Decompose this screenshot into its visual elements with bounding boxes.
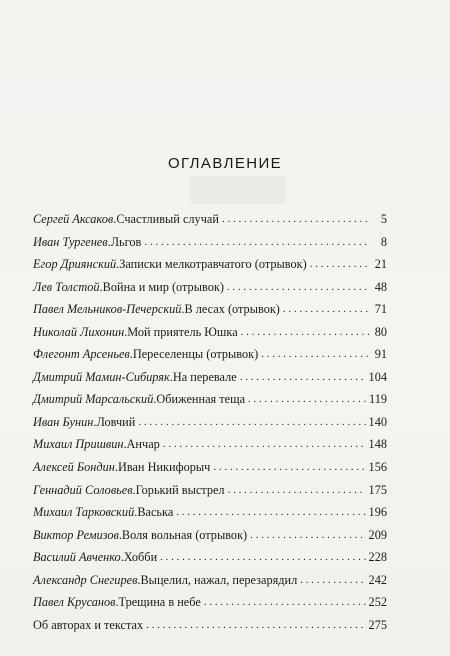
dot-leader (160, 549, 365, 565)
toc-author: Флегонт Арсеньев (33, 347, 130, 362)
toc-separator: . (93, 414, 97, 429)
toc-entry (33, 301, 387, 324)
toc-page-number: 209 (368, 527, 387, 542)
toc-work-title: Горький выстрел (135, 482, 225, 497)
toc-separator: . (118, 527, 122, 542)
toc-author: Егор Дриянский (33, 257, 117, 272)
toc-separator: . (114, 460, 118, 475)
toc-separator: . (113, 212, 117, 226)
toc-page-number: 252 (368, 595, 387, 610)
toc-page-number: 242 (368, 572, 387, 587)
table-of-contents (33, 211, 387, 639)
toc-author: Павел Мельников-Печерский (33, 302, 182, 317)
toc-entry (33, 414, 387, 437)
toc-author: Михаил Тарковский (33, 505, 135, 520)
dot-leader (261, 346, 370, 362)
toc-entry (33, 617, 387, 640)
toc-work-title: На перевале (172, 369, 237, 384)
toc-author: Иван Тургенев (33, 234, 108, 249)
dot-leader (227, 279, 370, 295)
toc-page-number: 91 (374, 347, 387, 362)
toc-work-title: Иван Никифорыч (117, 460, 211, 475)
dot-leader (144, 234, 370, 250)
toc-entry (33, 324, 387, 347)
toc-separator: . (132, 482, 136, 497)
toc-entry (33, 369, 387, 392)
toc-page-number: 80 (374, 324, 387, 339)
toc-page-number: 175 (368, 482, 387, 497)
toc-author: Дмитрий Марсальский (33, 392, 154, 407)
toc-work-title: В лесах (отрывок) (184, 302, 280, 317)
toc-author: Лев Толстой (33, 279, 100, 294)
toc-page-number: 140 (368, 414, 387, 429)
toc-work-title: Война и мир (отрывок) (102, 279, 224, 294)
dot-leader (283, 301, 370, 317)
toc-separator: . (153, 392, 157, 407)
toc-page-number: 5 (380, 212, 387, 226)
toc-entry (33, 572, 387, 595)
toc-page-number: 228 (368, 550, 387, 565)
dot-leader (228, 482, 366, 498)
toc-work-title: Счастливый случай (116, 212, 219, 226)
toc-separator: . (169, 369, 173, 384)
toc-work-title: Ловчий (96, 414, 136, 429)
toc-entry (33, 256, 387, 279)
toc-entry (33, 391, 387, 414)
toc-separator: . (134, 505, 138, 520)
toc-entry (33, 436, 387, 459)
toc-separator: . (120, 550, 124, 565)
dot-leader (138, 414, 365, 430)
dot-leader (176, 504, 365, 520)
dot-leader (146, 617, 365, 633)
toc-page-number: 156 (368, 460, 387, 475)
toc-page-number: 48 (374, 279, 387, 294)
toc-author: Геннадий Соловьев (33, 482, 133, 497)
toc-page-number: 148 (368, 437, 387, 452)
toc-entry (33, 211, 387, 234)
dot-leader (248, 391, 366, 407)
toc-author: Николай Лихонин (33, 324, 125, 339)
toc-page-number: 119 (369, 392, 387, 407)
toc-work-title: Мой приятель Юшка (127, 324, 238, 339)
toc-author: Сергей Аксаков (33, 212, 114, 226)
toc-page-number: 104 (368, 369, 387, 384)
toc-work-title: Выцелил, нажал, перезарядил (140, 572, 298, 587)
toc-entry (33, 504, 387, 527)
toc-separator: . (107, 234, 111, 249)
toc-entry (33, 459, 387, 482)
dot-leader (310, 256, 370, 272)
toc-page-number: 21 (374, 257, 387, 272)
dot-leader (250, 527, 365, 543)
toc-work-title: Анчар (126, 437, 160, 452)
toc-entry (33, 594, 387, 617)
toc-work-title: Хобби (123, 550, 158, 565)
toc-page-number: 71 (374, 302, 387, 317)
toc-entry (33, 482, 387, 505)
dot-leader (163, 436, 366, 452)
dot-leader (222, 211, 370, 227)
toc-separator: . (137, 572, 141, 587)
toc-entry (33, 527, 387, 550)
toc-separator: . (123, 437, 127, 452)
toc-work-title: Переселенцы (отрывок) (132, 347, 259, 362)
dot-leader (204, 594, 366, 610)
dot-leader (300, 572, 365, 588)
toc-author: Дмитрий Мамин-Сибиряк (33, 369, 170, 384)
toc-separator: . (116, 257, 120, 272)
toc-entry (33, 279, 387, 302)
toc-author: Михаил Пришвин (33, 437, 124, 452)
toc-page-number: 8 (380, 234, 387, 249)
toc-entry (33, 549, 387, 572)
toc-work-title: Трещина в небе (118, 595, 201, 610)
toc-author: Василий Авченко (33, 550, 121, 565)
toc-author: Александр Снегирев (33, 572, 138, 587)
toc-separator: . (124, 324, 128, 339)
toc-separator: . (129, 347, 133, 362)
toc-author: Виктор Ремизов (33, 527, 119, 542)
toc-work-title: Льгов (110, 234, 142, 249)
dot-leader (241, 324, 370, 340)
toc-work-title: Воля вольная (отрывок) (121, 527, 248, 542)
toc-work-title: Обиженная теща (156, 392, 246, 407)
toc-author: Иван Бунин (33, 414, 94, 429)
dot-leader (240, 369, 366, 385)
toc-work-title: Васька (137, 505, 174, 520)
toc-separator: . (115, 595, 119, 610)
toc-work-title: Записки мелкотравчатого (отрывок) (119, 257, 307, 272)
toc-work-title: Об авторах и текстах (33, 617, 144, 632)
toc-entry (33, 346, 387, 369)
toc-author: Павел Крусанов (33, 595, 116, 610)
toc-separator: . (99, 279, 103, 294)
toc-page-number: 275 (368, 617, 387, 632)
toc-separator: . (181, 302, 185, 317)
toc-page-number: 196 (368, 505, 387, 520)
toc-author: Алексей Бондин (33, 460, 115, 475)
bleed-through-block (190, 176, 286, 204)
dot-leader (213, 459, 365, 475)
page-title: ОГЛАВЛЕНИЕ (167, 155, 283, 172)
toc-entry (33, 234, 387, 257)
